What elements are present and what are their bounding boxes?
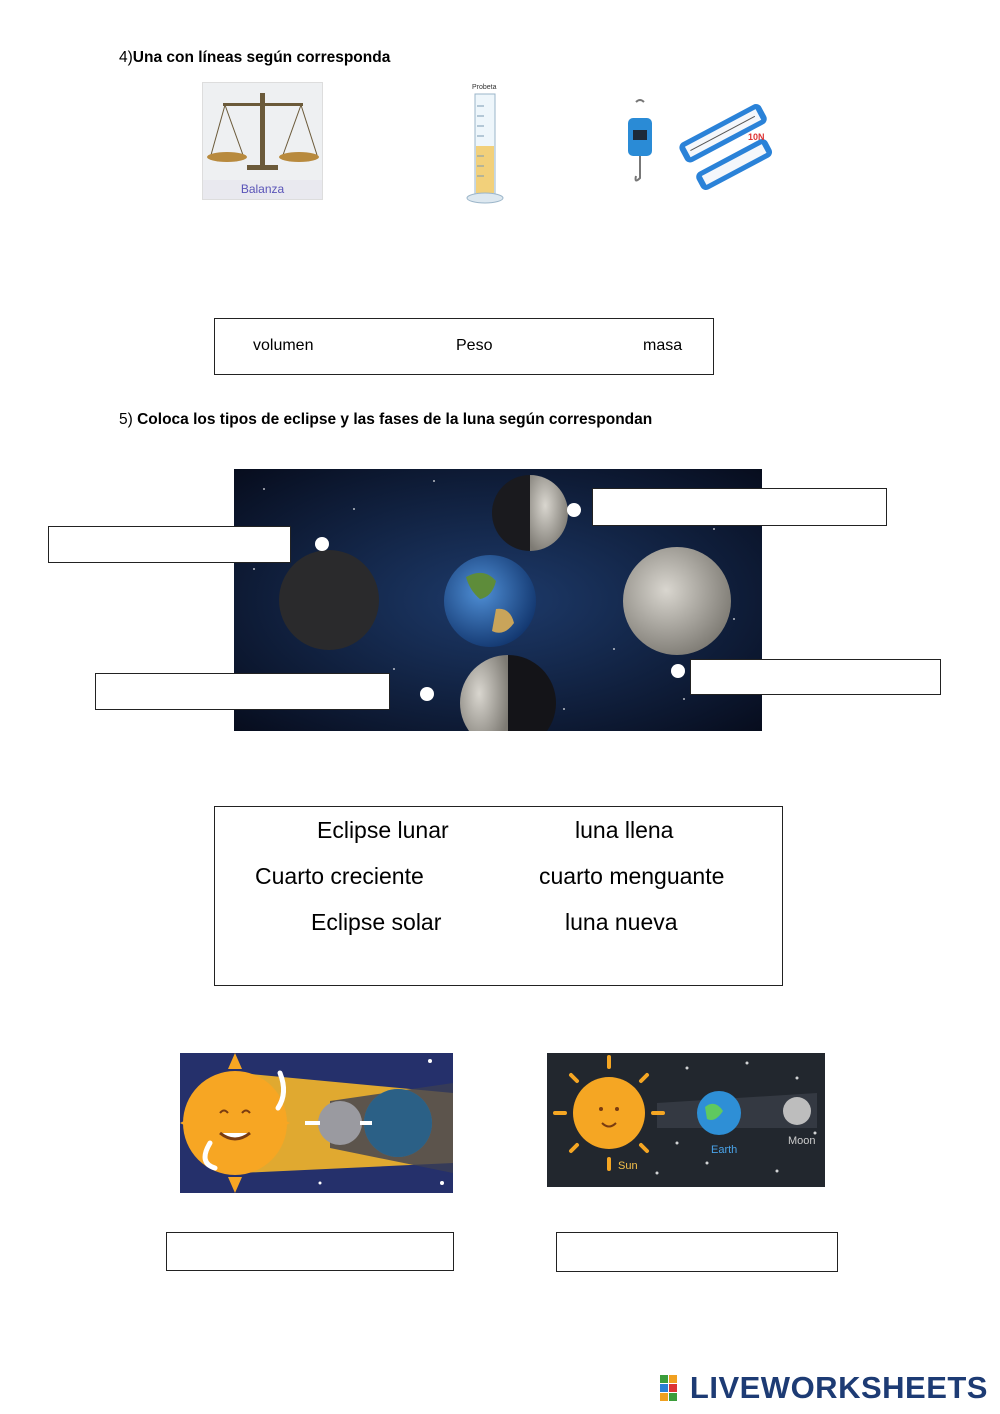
question-title: Una con líneas según corresponda	[132, 49, 391, 66]
question-title: Coloca los tipos de eclipse y las fases de la luna según correspondan	[137, 411, 653, 428]
word-masa[interactable]: masa	[643, 337, 683, 354]
answer-box-right[interactable]	[690, 659, 941, 695]
solar-eclipse-image	[180, 1053, 453, 1193]
liveworksheets-icon	[660, 1375, 686, 1401]
cylinder-caption: Probeta	[472, 84, 497, 91]
graduated-cylinder-icon	[462, 84, 508, 208]
answer-box-lunar-eclipse[interactable]	[556, 1232, 838, 1272]
answer-box-solar-eclipse[interactable]	[166, 1232, 454, 1271]
word-volumen[interactable]: volumen	[253, 337, 314, 354]
liveworksheets-logo[interactable]	[660, 1370, 988, 1406]
word-luna-nueva[interactable]: luna nueva	[565, 909, 678, 935]
word-peso[interactable]: Peso	[456, 337, 493, 354]
word-eclipse-solar[interactable]: Eclipse solar	[311, 909, 442, 935]
sun-label: Sun	[618, 1160, 638, 1172]
word-cuarto-menguante[interactable]: cuarto menguante	[539, 863, 725, 889]
question-number: 4)	[119, 49, 133, 66]
question-5-heading	[119, 411, 652, 429]
dynamometer-caption: 10N	[748, 132, 765, 142]
question-number: 5)	[119, 411, 133, 428]
dynamometer-icon	[596, 98, 780, 192]
answer-box-bottom-left[interactable]	[95, 673, 390, 710]
word-luna-llena[interactable]: luna llena	[575, 817, 674, 843]
lunar-eclipse-illustration	[547, 1053, 825, 1187]
moon-label: Moon	[788, 1135, 816, 1147]
word-cuarto-creciente[interactable]: Cuarto creciente	[255, 863, 424, 889]
answer-box-left[interactable]	[48, 526, 291, 563]
balance-caption: Balanza	[240, 182, 285, 196]
earth-label: Earth	[711, 1144, 738, 1156]
answer-box-top-right[interactable]	[592, 488, 887, 526]
question-4-heading	[119, 49, 390, 67]
lunar-eclipse-image	[547, 1053, 825, 1187]
graduated-cylinder-image[interactable]	[462, 84, 508, 208]
brand-name: LIVEWORKSHEETS	[689, 1370, 988, 1405]
word-bank-instruments	[214, 318, 714, 375]
dynamometer-image[interactable]	[596, 98, 780, 192]
solar-eclipse-illustration	[180, 1053, 453, 1193]
balance-scale-image[interactable]	[202, 82, 323, 200]
word-bank-eclipse-phases	[214, 806, 783, 986]
word-eclipse-lunar[interactable]: Eclipse lunar	[317, 817, 449, 843]
